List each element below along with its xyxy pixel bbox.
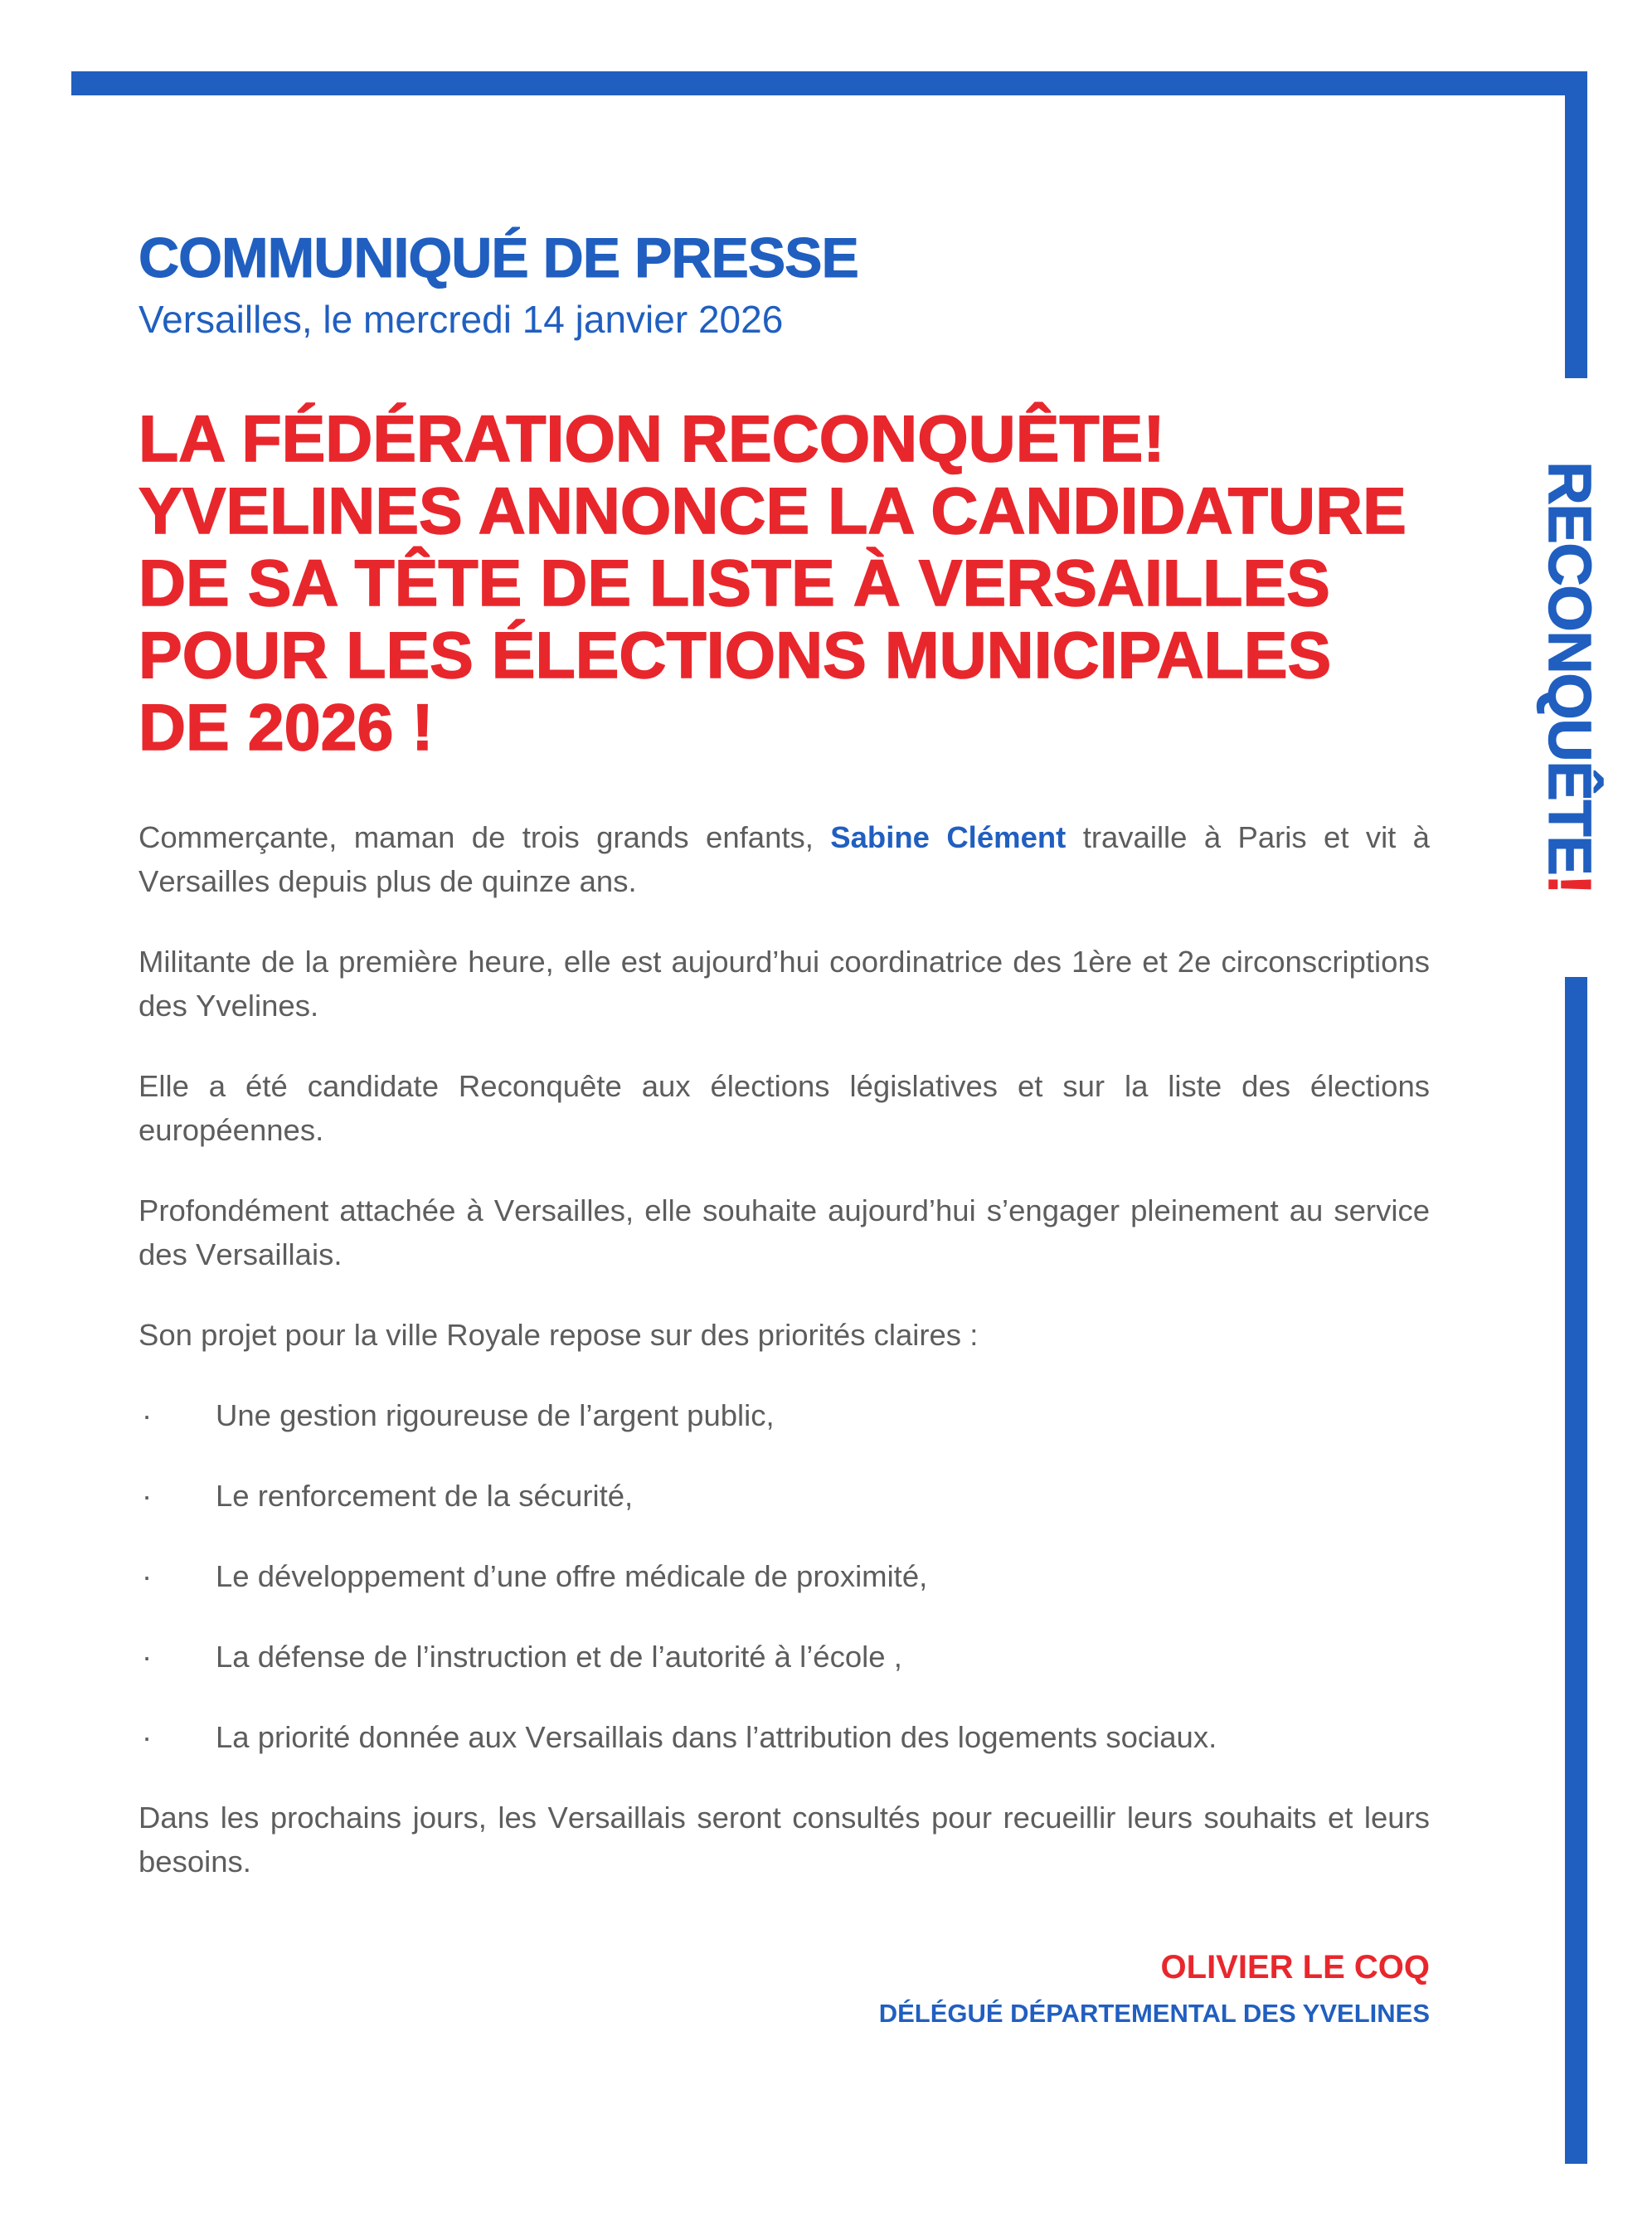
priority-text: Le renforcement de la sécurité, (216, 1479, 634, 1513)
top-border-bar (71, 71, 1587, 95)
bullet-icon: · (142, 1479, 153, 1513)
signatory-title: DÉLÉGUÉ DÉPARTEMENTAL DES YVELINES (878, 1999, 1430, 2028)
bullet-icon: · (142, 1720, 153, 1754)
headline-line: LA FÉDÉRATION RECONQUÊTE! (138, 401, 1165, 475)
bullet-icon: · (142, 1559, 153, 1593)
right-border-bar-upper (1565, 71, 1587, 378)
priority-list-item (138, 1554, 1430, 1598)
intro-text-before: Commerçante, maman de trois grands enfants, (138, 820, 831, 854)
logo-wordmark: RECONQUÊTE (1536, 461, 1602, 875)
paragraph: Militante de la première heure, elle est aujourd’hui coordinatrice des 1ère et 2e circonscriptions des Yvelines. (138, 945, 1430, 1023)
headline-line: DE SA TÊTE DE LISTE À VERSAILLES (138, 546, 1330, 620)
logo-exclamation-mark: ! (1536, 874, 1602, 894)
intro-paragraph (138, 815, 1430, 903)
dateline: Versailles, le mercredi 14 janvier 2026 (138, 298, 784, 341)
headline-line: YVELINES ANNONCE LA CANDIDATURE (138, 474, 1407, 547)
priority-list-item (138, 1635, 1430, 1679)
closing-paragraph: Dans les prochains jours, les Versaillais seront consultés pour recueillir leurs souhaits et leurs besoins. (138, 1801, 1430, 1878)
headline-line: DE 2026 ! (138, 690, 434, 764)
headline (138, 402, 1430, 763)
paragraph: Profondément attachée à Versailles, elle souhaite aujourd’hui s’engager pleinement au service des Versaillais. (138, 1193, 1430, 1271)
headline-line: POUR LES ÉLECTIONS MUNICIPALES (138, 618, 1332, 692)
paragraph: Son projet pour la ville Royale repose sur des priorités claires : (138, 1318, 979, 1352)
bullet-icon: · (142, 1398, 153, 1432)
priority-list-item (138, 1393, 1430, 1437)
priority-list-item (138, 1715, 1430, 1759)
priority-text: Une gestion rigoureuse de l’argent public, (216, 1398, 775, 1432)
priority-text: Le développement d’une offre médicale de proximité, (216, 1559, 928, 1593)
body-text (138, 815, 1430, 1883)
reconquete-logo (1536, 461, 1602, 894)
priority-text: La priorité donnée aux Versaillais dans l’attribution des logements sociaux. (216, 1720, 1217, 1754)
right-border-bar-lower (1565, 977, 1587, 2164)
bullet-icon: · (142, 1640, 153, 1674)
priority-text: La défense de l’instruction et de l’autorité à l’école , (216, 1640, 902, 1674)
intro-text-after: travaille à Paris et vit à Versailles depuis plus de quinze ans. (138, 820, 1430, 898)
candidate-name: Sabine Clément (830, 820, 1067, 854)
priority-list-item (138, 1474, 1430, 1518)
paragraph: Elle a été candidate Reconquête aux élections législatives et sur la liste des élections européennes. (138, 1069, 1430, 1147)
signatory-name: OLIVIER LE COQ (1160, 1949, 1430, 1985)
press-release-label: COMMUNIQUÉ DE PRESSE (138, 226, 858, 289)
